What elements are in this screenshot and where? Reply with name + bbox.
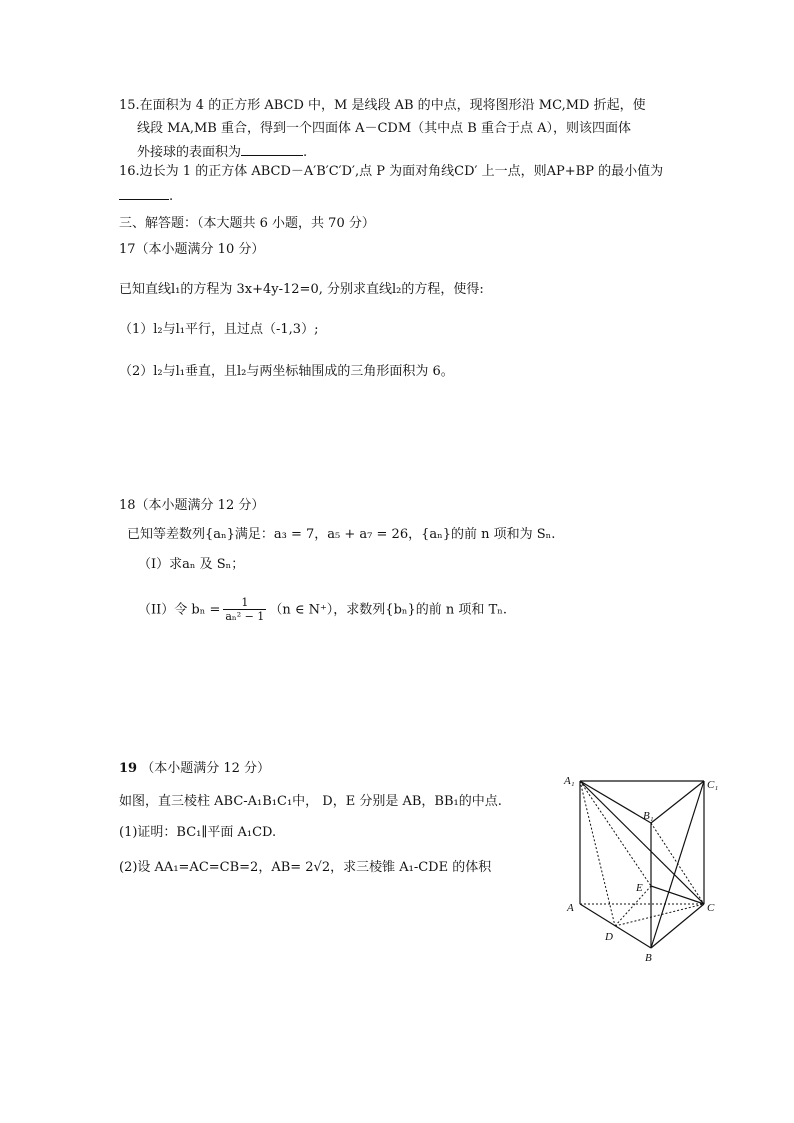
fraction [223,596,266,624]
q15-line3-text: 外接球的表面积为 [137,145,242,160]
q19-part2: (2)设 AA₁=AC=CB=2，AB= 2√2，求三棱锥 A₁-CDE 的体积 [119,860,492,875]
label-d: D [605,931,613,943]
label-c1: C₁ [707,779,719,791]
segment-ec [651,886,704,904]
q16-answer-blank [119,185,169,200]
label-e: E [636,882,643,894]
q17-part1: （1）l₂与l₁平行，且过点（-1,3）; [119,322,319,337]
q15-answer-blank [241,141,303,156]
segment-a1e [580,781,651,886]
q18-part2-suffix: （n ∈ N⁺），求数列{bₙ}的前 n 项和 Tₙ. [269,602,507,618]
q15-line3: 外接球的表面积为 . [137,141,307,163]
q17-stem: 已知直线l₁的方程为 3x+4y-12=0, 分别求直线l₂的方程，使得: [119,282,484,297]
q17-heading: 17（本小题满分 10 分） [119,242,265,257]
label-a: A [567,902,574,914]
q17-part2: （2）l₂与l₁垂直，且l₂与两坐标轴围成的三角形面积为 6。 [119,364,454,379]
fraction-numerator: 1 [223,596,266,610]
segment-bc1 [651,781,704,948]
q18-part2-prefix: （II）令 bₙ = [138,602,221,618]
q16-line1: 16.边长为 1 的正方体 ABCD－A′B′C′D′,点 P 为面对角线CD′ 上一点，则AP+BP 的最小值为 [119,164,664,179]
q15-line2: 线段 MA,MB 重合，得到一个四面体 A－CDM（其中点 B 重合于点 A），则该四面体 [137,121,632,136]
label-a1: A₁ [564,775,575,787]
label-c: C [707,902,715,914]
segment-de [615,886,651,926]
q15-line1: 15.在面积为 4 的正方形 ABCD 中，M 是线段 AB 的中点，现将图形沿 MC,MD 折起，使 [119,98,646,113]
q18-part1: （I）求aₙ 及 Sₙ； [138,557,245,572]
q18-part2 [138,596,507,624]
q19-part1: (1)证明：BC₁∥平面 A₁CD. [119,825,277,840]
q19-heading-text: （本小题满分 12 分） [141,761,271,776]
prism-figure [556,770,726,970]
q19-stem: 如图，直三棱柱 ABC-A₁B₁C₁中， D，E 分别是 AB，BB₁的中点. [119,794,502,809]
edge-b1c1 [651,781,704,823]
q18-stem: 已知等差数列{aₙ}满足：a₃ = 7，a₅ + a₇ = 26，{aₙ}的前 n 项和为 Sₙ. [127,527,556,542]
q18-heading: 18（本小题满分 12 分） [119,498,265,513]
label-b: B [645,952,652,964]
q19-number: 19 [119,761,138,776]
label-b1: B₁ [643,810,654,822]
q19-heading [119,759,270,779]
section-heading: 三、解答题：（本大题共 6 小题，共 70 分） [119,216,375,231]
segment-b1c [651,823,704,904]
fraction-denominator: aₙ² − 1 [225,610,265,623]
q16-answer-line: . [119,185,173,207]
